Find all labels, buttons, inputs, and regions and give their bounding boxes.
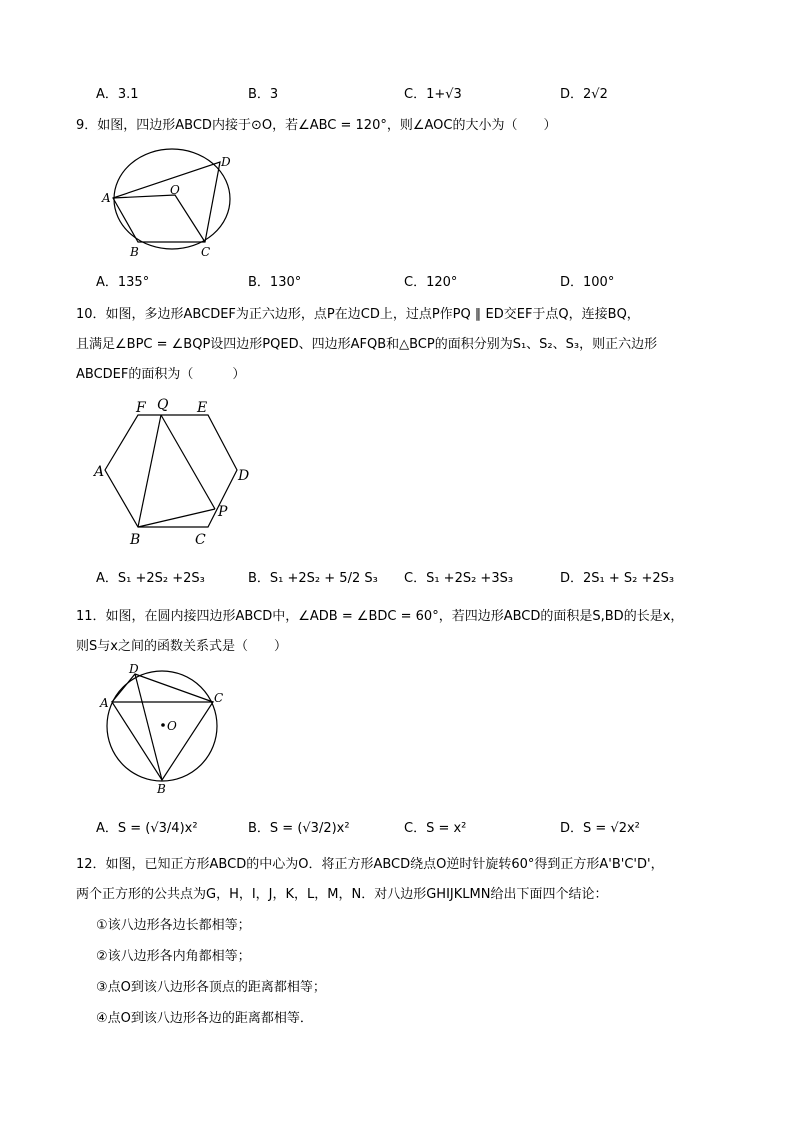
q11-stem-line2: 则S与x之间的函数关系式是（ ） bbox=[76, 639, 287, 654]
q10-stem-line2: 且满足∠BPC = ∠BQP设四边形PQED、四边形AFQB和△BCP的面积分别为S₁、S₂、S₃，则正六边形 bbox=[76, 337, 658, 352]
q12-statement-2: ②该八边形各内角都相等； bbox=[96, 949, 251, 964]
q9-radii bbox=[113, 195, 205, 242]
q12-statement-3: ③点O到该八边形各顶点的距离都相等； bbox=[96, 980, 326, 995]
q11-label-d: D bbox=[129, 662, 139, 676]
q9-label-b: B bbox=[130, 245, 139, 259]
q12-stem-line2: 两个正方形的公共点为G，H，I，J，K，L，M，N．对八边形GHIJKLMN给出下面四个结论： bbox=[76, 887, 608, 902]
q11-label-a: A bbox=[100, 696, 109, 710]
q10-segment-bq bbox=[138, 415, 161, 527]
q9-label-c: C bbox=[201, 245, 211, 259]
q11-option-b: B．S = (√3/2)x² bbox=[248, 821, 350, 836]
q11-option-a: A．S = (√3/4)x² bbox=[96, 821, 198, 836]
q10-label-a: A bbox=[94, 464, 105, 480]
q10-option-b: B．S₁ +2S₂ + 5/2 S₃ bbox=[248, 571, 378, 586]
q11-segment-bd bbox=[135, 674, 162, 780]
q10-segment-pq bbox=[161, 415, 215, 509]
q12-statement-4: ④点O到该八边形各边的距离都相等． bbox=[96, 1011, 313, 1026]
q10-label-d: D bbox=[238, 468, 250, 484]
q11-label-c: C bbox=[214, 691, 224, 705]
q11-option-d: D．S = √2x² bbox=[560, 821, 640, 836]
q10-label-b: B bbox=[130, 532, 141, 547]
q11-center-dot bbox=[161, 723, 165, 727]
q12-statement-1: ①该八边形各边长都相等； bbox=[96, 918, 251, 933]
q9-figure bbox=[100, 146, 240, 264]
q10-label-c: C bbox=[195, 532, 206, 547]
q12-stem-line1: 12．如图，已知正方形ABCD的中心为O．将正方形ABCD绕点O逆时针旋转60°得到正方形A'B'C'D'， bbox=[76, 857, 664, 872]
q11-label-b: B bbox=[157, 782, 166, 796]
q11-stem-line1: 11．如图，在圆内接四边形ABCD中，∠ADB = ∠BDC = 60°，若四边形ABCD的面积是S,BD的长是x， bbox=[76, 609, 684, 624]
q10-option-c: C．S₁ +2S₂ +3S₃ bbox=[404, 571, 514, 586]
q8-option-d: D．2√2 bbox=[560, 87, 608, 102]
q9-label-a: A bbox=[102, 191, 111, 205]
q10-label-p: P bbox=[218, 504, 228, 520]
q9-option-c: C．120° bbox=[404, 275, 458, 290]
q10-stem-line3: ABCDEF的面积为（ ） bbox=[76, 367, 246, 382]
q8-option-b: B．3 bbox=[248, 87, 279, 102]
q11-figure bbox=[95, 662, 235, 797]
q9-option-d: D．100° bbox=[560, 275, 615, 290]
q9-option-a: A．135° bbox=[96, 275, 150, 290]
q10-stem-line1: 10．如图，多边形ABCDEF为正六边形，点P在边CD上，过点P作PQ ∥ ED交EF于点Q，连接BQ， bbox=[76, 307, 640, 322]
q10-label-f: F bbox=[136, 400, 146, 416]
q9-quadrilateral bbox=[113, 162, 220, 242]
q11-option-c: C．S = x² bbox=[404, 821, 467, 836]
q9-label-d: D bbox=[221, 155, 231, 169]
q8-option-c: C．1+√3 bbox=[404, 87, 462, 102]
q10-option-d: D．2S₁ + S₂ +2S₃ bbox=[560, 571, 675, 586]
q8-option-a: A．3.1 bbox=[96, 87, 139, 102]
q11-label-o: O bbox=[167, 719, 177, 733]
q9-option-b: B．130° bbox=[248, 275, 302, 290]
q10-segment-bp bbox=[138, 509, 215, 527]
q9-stem: 9．如图，四边形ABCD内接于⊙O，若∠ABC = 120°，则∠AOC的大小为（ ） bbox=[76, 118, 557, 133]
q10-label-e: E bbox=[197, 400, 208, 416]
q10-option-a: A．S₁ +2S₂ +2S₃ bbox=[96, 571, 205, 586]
q11-chords-ad-dc bbox=[112, 674, 213, 702]
q10-label-q: Q bbox=[157, 397, 169, 413]
q9-label-o: O bbox=[170, 183, 180, 197]
q10-figure bbox=[90, 392, 260, 547]
